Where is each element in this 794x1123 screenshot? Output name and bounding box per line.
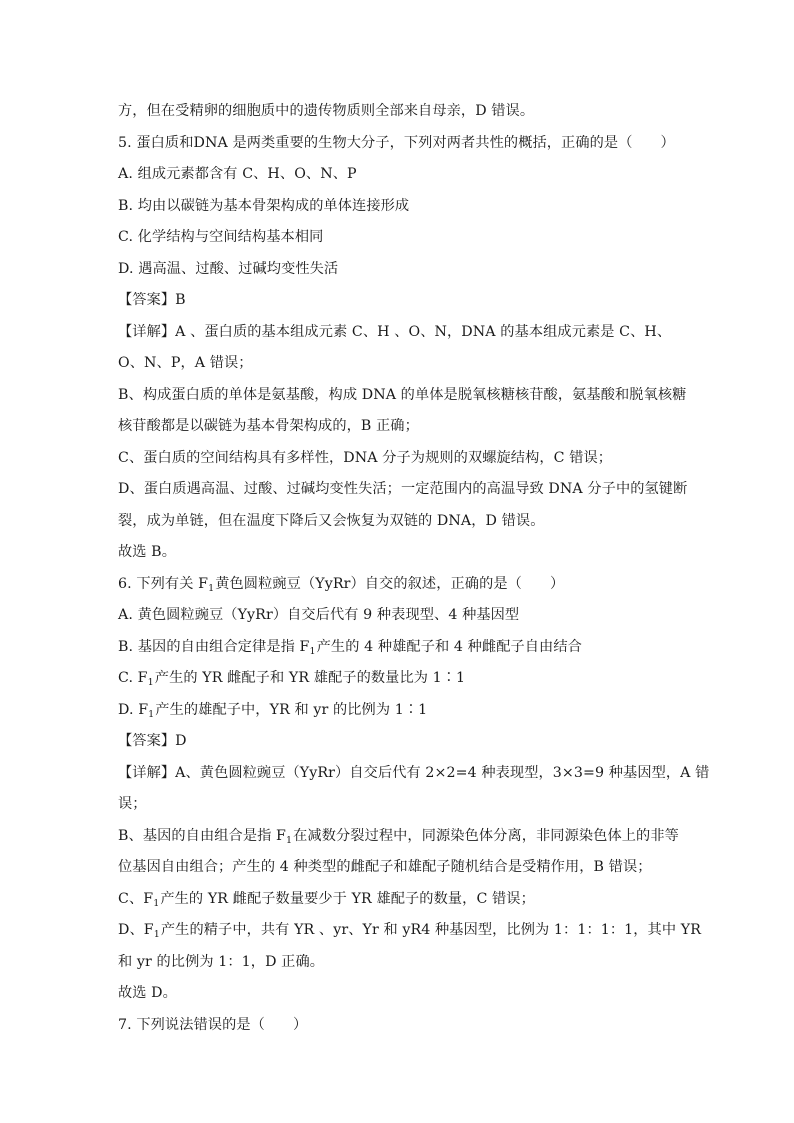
line-text: B. 均由以碳链为基本骨架构成的单体连接形成 bbox=[118, 198, 410, 214]
line-text: 故选 B。 bbox=[118, 544, 176, 560]
line-text: 产生的 YR 雌配子和 YR 雄配子的数量比为 1∶1 bbox=[154, 670, 466, 686]
text-line bbox=[118, 416, 419, 436]
line-text: D. 遇高温、过酸、过碱均变性失活 bbox=[118, 261, 339, 277]
question-5-answer bbox=[118, 290, 186, 310]
line-text: 和 yr 的比例为 1：1，D 正确。 bbox=[118, 954, 325, 970]
line-text: C. F bbox=[118, 670, 148, 686]
line-text: ） bbox=[549, 576, 565, 592]
question-5-explanation bbox=[118, 322, 671, 342]
text-line bbox=[118, 101, 534, 121]
line-text: A. 组成元素都含有 C、H、O、N、P bbox=[118, 166, 357, 182]
line-text: 位基因自由组合；产生的 4 种类型的雌配子和雄配子随机结合是受精作用，B 错误； bbox=[118, 859, 652, 875]
question-6-option-a bbox=[118, 605, 519, 625]
subscript: 1 bbox=[285, 835, 293, 846]
subscript: 1 bbox=[309, 646, 316, 657]
line-text: 黄色圆粒豌豆（YyRr）自交的叙述，正确的是（ bbox=[215, 576, 522, 592]
line-text: 核苷酸都是以碳链为基本骨架构成的，B 正确； bbox=[118, 418, 419, 434]
line-text: 【详解】A 、蛋白质的基本组成元素 C、H 、O、N，DNA 的基本组成元素是 C、H、 bbox=[118, 324, 672, 340]
question-5-option-d bbox=[118, 259, 338, 279]
line-text: D、F bbox=[118, 922, 154, 938]
line-text: 产生的精子中，共有 YR 、yr、Yr 和 yR4 种基因型，比例为 1：1：1：1，其中 YR bbox=[160, 922, 701, 938]
text-line bbox=[118, 479, 687, 499]
line-text: C、F bbox=[118, 891, 154, 907]
subscript: 1 bbox=[153, 929, 160, 940]
question-5-option-c bbox=[118, 227, 323, 247]
question-6-stem bbox=[118, 574, 564, 596]
question-6-explanation bbox=[118, 763, 709, 783]
line-text: D、蛋白质遇高温、过酸、过碱均变性失活；一定范围内的高温导致 DNA 分子中的氢键断 bbox=[118, 481, 688, 497]
line-text: C、蛋白质的空间结构具有多样性，DNA 分子为规则的双螺旋结构，C 错误； bbox=[118, 450, 613, 466]
text-line bbox=[118, 385, 686, 405]
subscript: 1 bbox=[148, 709, 155, 720]
line-text: 误； bbox=[118, 796, 147, 812]
text-line bbox=[118, 920, 701, 942]
question-6-option-c bbox=[118, 668, 465, 690]
subscript: 1 bbox=[153, 898, 160, 909]
line-text: 7. 下列说法错误的是（ bbox=[118, 1017, 265, 1033]
question-6-conclusion bbox=[118, 983, 177, 1003]
line-text: 裂，成为单链，但在温度下降后又会恢复为双链的 DNA，D 错误。 bbox=[118, 513, 545, 529]
question-6-option-b bbox=[118, 637, 582, 659]
text-line bbox=[118, 857, 652, 877]
text-line bbox=[118, 952, 324, 972]
line-text: D. F bbox=[118, 702, 149, 718]
text-line bbox=[118, 353, 253, 373]
text-line bbox=[118, 826, 679, 848]
line-text: B. 基因的自由组合定律是指 F bbox=[118, 639, 310, 655]
question-6-answer bbox=[118, 731, 187, 751]
line-text: A. 黄色圆粒豌豆（YyRr）自交后代有 9 种表现型、4 种基因型 bbox=[118, 607, 520, 623]
text-line bbox=[118, 889, 535, 911]
line-text: 【答案】D bbox=[118, 733, 187, 749]
line-text: ） bbox=[292, 1017, 308, 1033]
text-line bbox=[118, 794, 147, 814]
line-text: O、N、P，A 错误； bbox=[118, 355, 253, 371]
text-line bbox=[118, 511, 545, 531]
question-5-stem bbox=[118, 133, 675, 153]
question-7-stem bbox=[118, 1015, 307, 1035]
subscript: 1 bbox=[147, 677, 154, 688]
line-text: 【答案】B bbox=[118, 292, 186, 308]
text-line bbox=[118, 448, 612, 468]
line-text: 故选 D。 bbox=[118, 985, 177, 1001]
question-5-option-a bbox=[118, 164, 357, 184]
line-text: B、构成蛋白质的单体是氨基酸，构成 DNA 的单体是脱氧核糖核苷酸，氨基酸和脱氧核糖 bbox=[118, 387, 687, 403]
line-text: 产生的 4 种雄配子和 4 种雌配子自由结合 bbox=[316, 639, 582, 655]
line-text: 产生的雄配子中，YR 和 yr 的比例为 1∶1 bbox=[155, 702, 428, 718]
line-text: 在减数分裂过程中，同源染色体分离，非同源染色体上的非等 bbox=[293, 828, 679, 844]
line-text: 【详解】A、黄色圆粒豌豆（YyRr）自交后代有 2×2=4 种表现型，3×3=9 种基因型，A 错 bbox=[118, 765, 710, 781]
question-5-option-b bbox=[118, 196, 409, 216]
line-text: C. 化学结构与空间结构基本相同 bbox=[118, 229, 324, 245]
line-text: 5. 蛋白质和DNA 是两类重要的生物大分子，下列对两者共性的概括，正确的是（ bbox=[118, 135, 633, 151]
line-text: 方，但在受精卵的细胞质中的遗传物质则全部来自母亲，D 错误。 bbox=[118, 103, 535, 119]
question-5-conclusion bbox=[118, 542, 176, 562]
line-text: 产生的 YR 雌配子数量要少于 YR 雄配子的数量，C 错误； bbox=[160, 891, 535, 907]
subscript: 1 bbox=[208, 583, 215, 594]
line-text: 6. 下列有关 F bbox=[118, 576, 209, 592]
line-text: B、基因的自由组合是指 F bbox=[118, 828, 286, 844]
question-6-option-d bbox=[118, 700, 427, 722]
line-text: ） bbox=[660, 135, 675, 151]
